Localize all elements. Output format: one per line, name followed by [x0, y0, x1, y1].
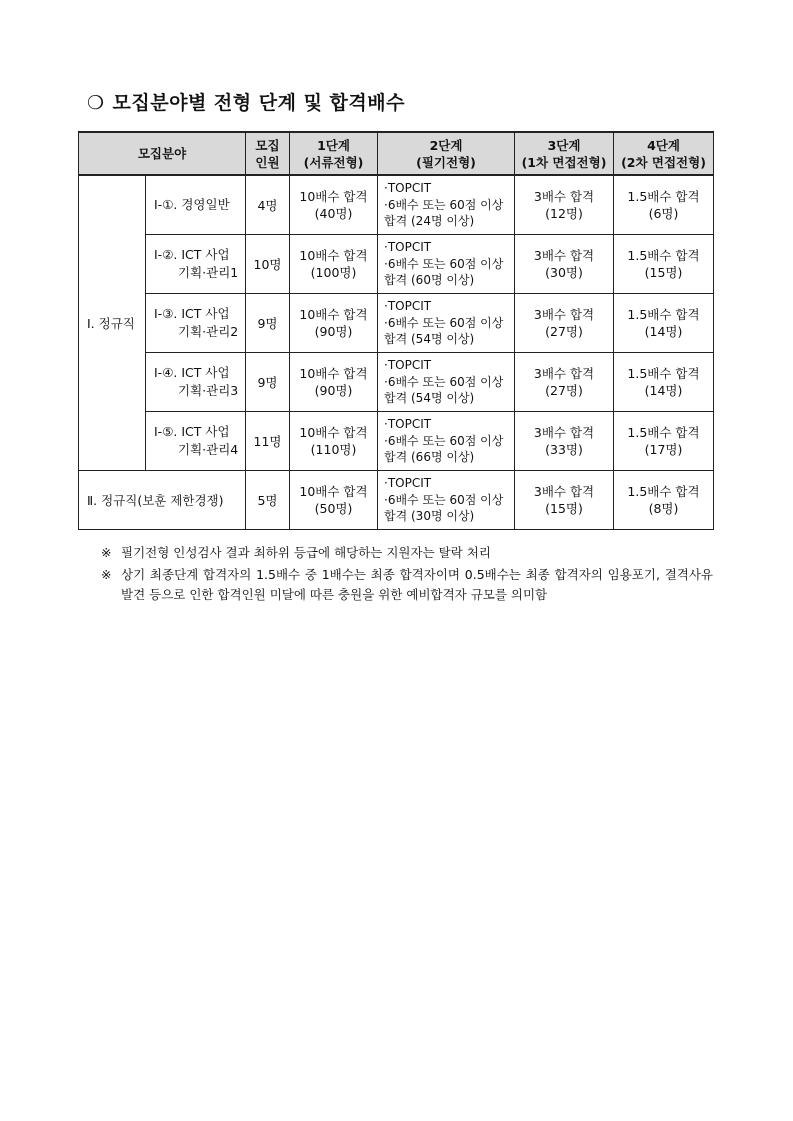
stage2-cell: ·TOPCIT ·6배수 또는 60점 이상 합격 (60명 이상)	[378, 235, 515, 294]
footnote-text: 상기 최종단계 합격자의 1.5배수 중 1배수는 최종 합격자이며 0.5배수는 최종 합격자의 임용포기, 결격사유 발견 등으로 인한 합격인원 미달에 따른 충원을 위한 예비합격자 규모를 의미함	[121, 567, 713, 602]
footnotes	[101, 543, 713, 607]
recruit-count: 9명	[246, 294, 290, 353]
sub-field: Ⅰ-②. ICT 사업 기획·관리1	[146, 235, 246, 294]
table-row	[79, 353, 714, 412]
reference-mark-icon: ※	[101, 545, 112, 560]
stage2-cell: ·TOPCIT ·6배수 또는 60점 이상 합격 (54명 이상)	[378, 294, 515, 353]
sub-field: Ⅰ-①. 경영일반	[146, 175, 246, 235]
stage3-cell: 3배수 합격 (30명)	[515, 235, 614, 294]
table-header-row	[79, 132, 714, 175]
sub-field: Ⅰ-⑤. ICT 사업 기획·관리4	[146, 412, 246, 471]
stage3-cell: 3배수 합격 (33명)	[515, 412, 614, 471]
footnote	[101, 543, 713, 563]
reference-mark-icon: ※	[101, 567, 112, 582]
section-heading	[87, 88, 405, 115]
stage4-cell: 1.5배수 합격 (17명)	[614, 412, 714, 471]
section-title: 모집분야별 전형 단계 및 합격배수	[112, 92, 405, 114]
sub-field: Ⅰ-④. ICT 사업 기획·관리3	[146, 353, 246, 412]
footnote	[101, 565, 713, 605]
stage4-cell: 1.5배수 합격 (15명)	[614, 235, 714, 294]
recruitment-stages-table	[78, 131, 714, 530]
table-row	[79, 235, 714, 294]
stage2-cell: ·TOPCIT ·6배수 또는 60점 이상 합격 (66명 이상)	[378, 412, 515, 471]
stage4-cell: 1.5배수 합격 (8명)	[614, 471, 714, 530]
stage4-cell: 1.5배수 합격 (6명)	[614, 175, 714, 235]
group-label-veterans: Ⅱ. 정규직(보훈 제한경쟁)	[79, 471, 246, 530]
table-row	[79, 175, 714, 235]
stage2-cell: ·TOPCIT ·6배수 또는 60점 이상 합격 (24명 이상)	[378, 175, 515, 235]
table-row	[79, 471, 714, 530]
recruit-count: 9명	[246, 353, 290, 412]
stage1-cell: 10배수 합격 (40명)	[290, 175, 378, 235]
circle-bullet-icon: ❍	[87, 92, 105, 114]
recruit-count: 10명	[246, 235, 290, 294]
stage1-cell: 10배수 합격 (50명)	[290, 471, 378, 530]
stage2-cell: ·TOPCIT ·6배수 또는 60점 이상 합격 (54명 이상)	[378, 353, 515, 412]
stage3-cell: 3배수 합격 (27명)	[515, 294, 614, 353]
footnote-text: 필기전형 인성검사 결과 최하위 등급에 해당하는 지원자는 탈락 처리	[121, 545, 491, 560]
stage3-cell: 3배수 합격 (12명)	[515, 175, 614, 235]
header-count: 모집 인원	[246, 132, 290, 175]
group-label-regular: Ⅰ. 정규직	[79, 175, 146, 471]
stage2-cell: ·TOPCIT ·6배수 또는 60점 이상 합격 (30명 이상)	[378, 471, 515, 530]
recruit-count: 5명	[246, 471, 290, 530]
recruit-count: 11명	[246, 412, 290, 471]
stage4-cell: 1.5배수 합격 (14명)	[614, 294, 714, 353]
stage1-cell: 10배수 합격 (90명)	[290, 294, 378, 353]
sub-field: Ⅰ-③. ICT 사업 기획·관리2	[146, 294, 246, 353]
header-stage4: 4단계 (2차 면접전형)	[614, 132, 714, 175]
stage3-cell: 3배수 합격 (27명)	[515, 353, 614, 412]
table-row	[79, 412, 714, 471]
header-field: 모집분야	[79, 132, 246, 175]
table-row	[79, 294, 714, 353]
stage4-cell: 1.5배수 합격 (14명)	[614, 353, 714, 412]
recruit-count: 4명	[246, 175, 290, 235]
stage3-cell: 3배수 합격 (15명)	[515, 471, 614, 530]
header-stage2: 2단계 (필기전형)	[378, 132, 515, 175]
stage1-cell: 10배수 합격 (110명)	[290, 412, 378, 471]
header-stage3: 3단계 (1차 면접전형)	[515, 132, 614, 175]
header-stage1: 1단계 (서류전형)	[290, 132, 378, 175]
stage1-cell: 10배수 합격 (100명)	[290, 235, 378, 294]
stage1-cell: 10배수 합격 (90명)	[290, 353, 378, 412]
